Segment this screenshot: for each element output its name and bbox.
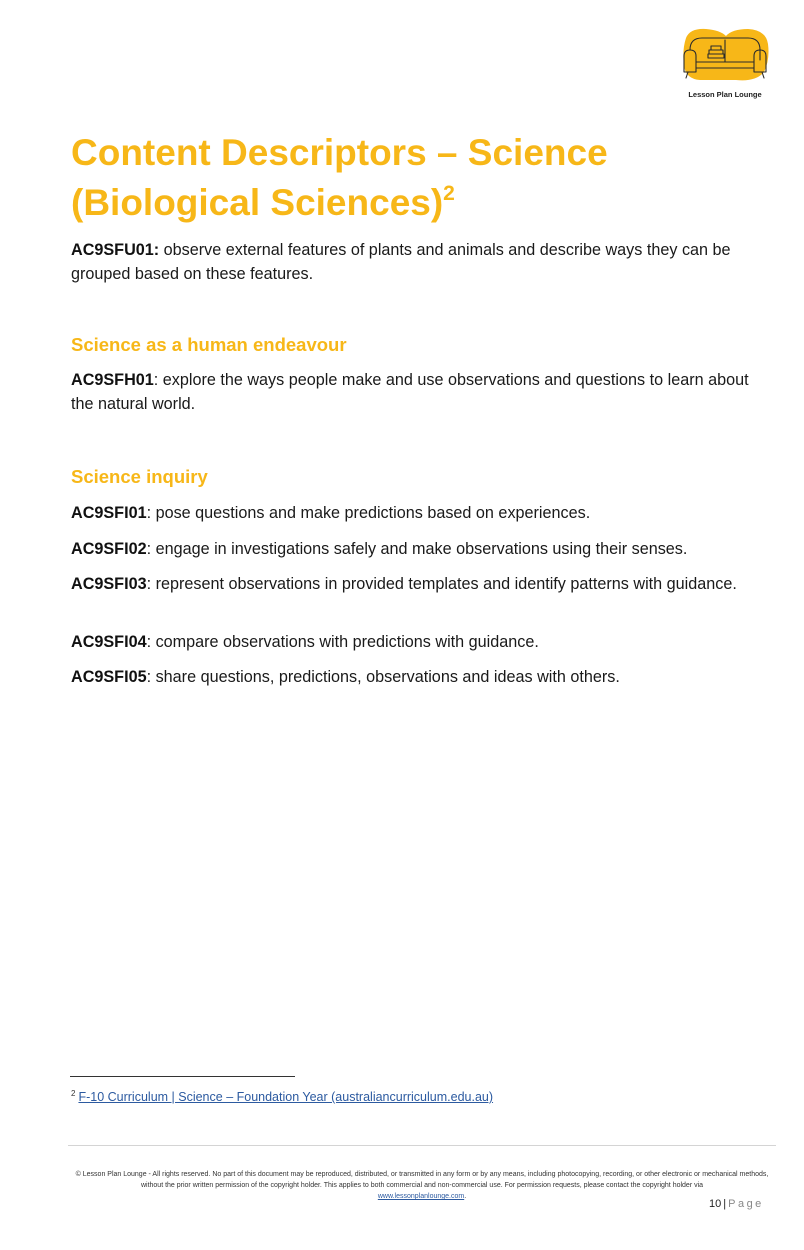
page-label: Page bbox=[728, 1198, 764, 1210]
descriptor-ac9sfu01 bbox=[71, 239, 771, 286]
descriptor-ac9sfi04 bbox=[71, 631, 771, 655]
footer-copyright bbox=[72, 1169, 772, 1202]
descriptor-text: : compare observations with predictions with guidance. bbox=[146, 633, 539, 651]
descriptor-code: AC9SFI03 bbox=[71, 575, 147, 593]
logo bbox=[678, 26, 772, 102]
descriptor-text: observe external features of plants and animals and describe ways they can be grouped based on these features. bbox=[71, 241, 731, 283]
descriptor-ac9sfh01 bbox=[71, 369, 771, 416]
page-number bbox=[709, 1198, 764, 1210]
descriptor-ac9sfi03 bbox=[71, 573, 771, 597]
descriptor-code: AC9SFI05 bbox=[71, 668, 147, 686]
descriptor-code: AC9SFI02 bbox=[71, 540, 147, 558]
descriptor-ac9sfi05 bbox=[71, 666, 771, 690]
logo-text: Lesson Plan Lounge bbox=[688, 90, 762, 99]
footer-copyright-text: © Lesson Plan Lounge - All rights reserved. No part of this document may be reproduced, distributed, or transmitted in any form or by any means, including photocopying, recording, or other electronic or mechanical methods, without the prior written permission of the copyright holder. This applies to both commercial and non-commercial use. For permission requests, please contact the copyright holder via bbox=[75, 1171, 769, 1189]
footnote-number: 2 bbox=[71, 1089, 76, 1098]
descriptor-code: AC9SFU01: bbox=[71, 241, 160, 259]
section-heading-human-endeavour: Science as a human endeavour bbox=[71, 334, 347, 355]
sofa-logo-icon bbox=[680, 26, 770, 88]
footnote-divider bbox=[70, 1076, 295, 1077]
descriptor-code: AC9SFI04 bbox=[71, 633, 147, 651]
descriptor-text: : pose questions and make predictions based on experiences. bbox=[146, 504, 591, 522]
footer-website-link[interactable]: www.lessonplanlounge.com bbox=[377, 1193, 465, 1200]
page-title bbox=[71, 128, 711, 228]
footer-link-suffix: . bbox=[464, 1193, 467, 1200]
page-title-text: Content Descriptors – Science (Biological Sciences) bbox=[71, 132, 608, 223]
page-number-separator: | bbox=[723, 1198, 727, 1210]
descriptor-ac9sfi02 bbox=[71, 538, 771, 562]
page-number-value: 10 bbox=[709, 1198, 722, 1210]
descriptor-code: AC9SFH01 bbox=[71, 371, 154, 389]
section-heading-science-inquiry: Science inquiry bbox=[71, 466, 208, 487]
descriptor-text: : explore the ways people make and use observations and questions to learn about the natural world. bbox=[71, 371, 749, 413]
descriptor-ac9sfi01 bbox=[71, 502, 771, 526]
footnote-link[interactable]: F-10 Curriculum | Science – Foundation Year (australiancurriculum.edu.au) bbox=[78, 1090, 494, 1104]
descriptor-code: AC9SFI01 bbox=[71, 504, 147, 522]
descriptor-text: : represent observations in provided templates and identify patterns with guidance. bbox=[146, 575, 737, 593]
title-footnote-ref[interactable]: 2 bbox=[443, 182, 455, 205]
descriptor-text: : engage in investigations safely and make observations using their senses. bbox=[146, 540, 688, 558]
descriptor-text: : share questions, predictions, observations and ideas with others. bbox=[146, 668, 620, 686]
footer-divider bbox=[68, 1145, 776, 1146]
footnote bbox=[71, 1090, 493, 1104]
